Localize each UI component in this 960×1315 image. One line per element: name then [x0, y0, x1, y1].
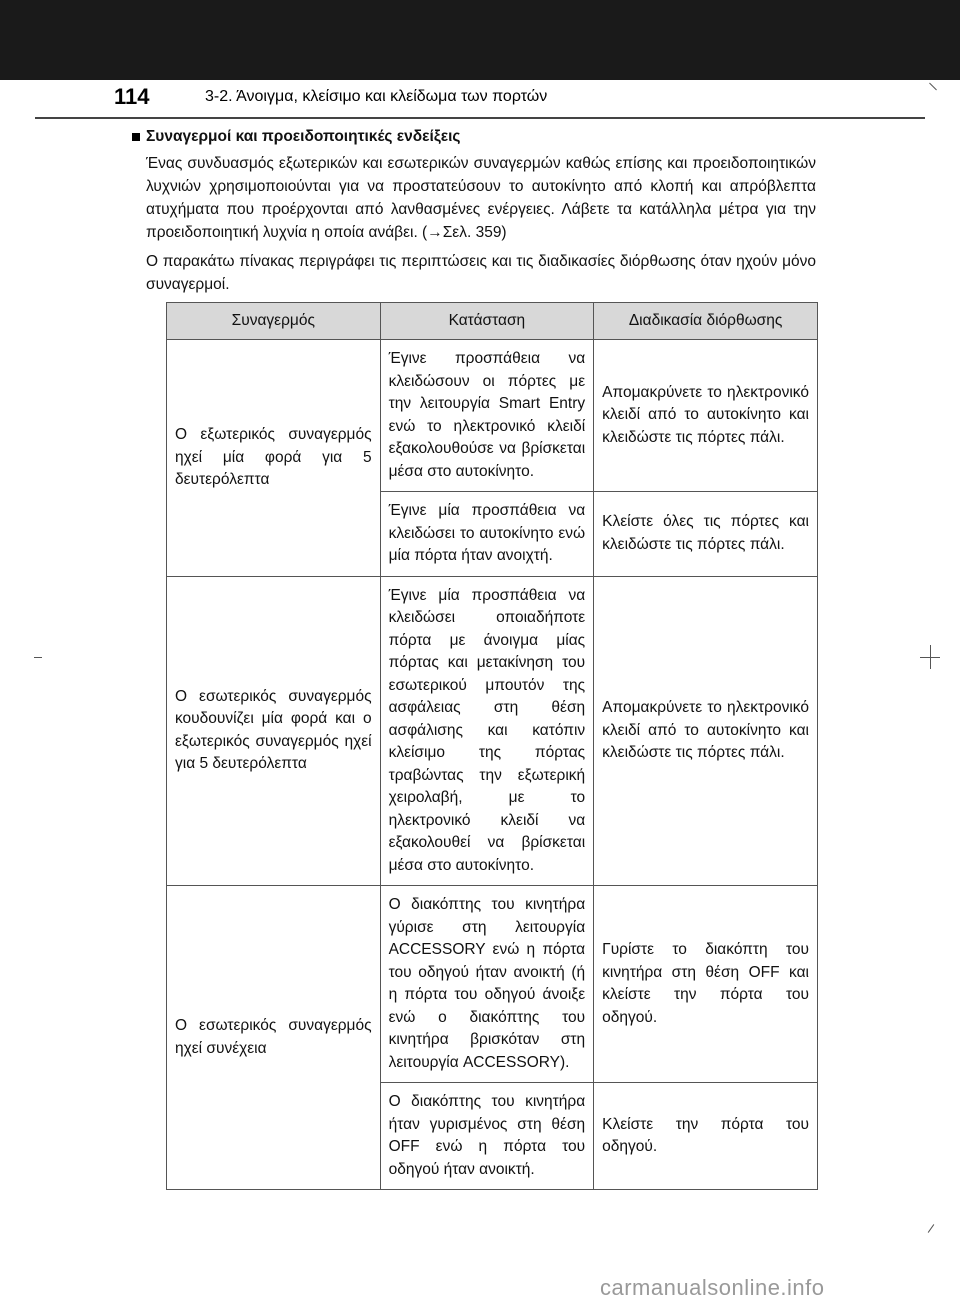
alarm-cell: Ο εξωτερικός συναγερμός ηχεί μία φορά για 5 δευτερόλεπτα [167, 340, 381, 577]
procedure-cell: Γυρίστε το διακόπτη του κινητήρα στη θέση OFF και κλείστε την πόρτα του οδηγού. [594, 886, 818, 1083]
header-procedure: Διαδικασία διόρθωσης [594, 303, 818, 340]
section-heading-text: Συναγερμοί και προειδοποιητικές ενδείξεις [146, 128, 461, 145]
header-alarm: Συναγερμός [167, 303, 381, 340]
header-situation: Κατάσταση [380, 303, 594, 340]
crop-mark-left [34, 657, 42, 658]
procedure-cell: Απομακρύνετε το ηλεκτρονικό κλειδί από το αυτοκίνητο και κλειδώστε τις πόρτες πάλι. [594, 340, 818, 492]
watermark-text: carmanualsonline.info [600, 1275, 825, 1300]
alarms-section [146, 128, 816, 302]
section-heading [132, 128, 816, 146]
square-bullet-icon [132, 133, 140, 141]
table-header-row [167, 303, 818, 340]
table-row [167, 576, 818, 886]
page-header [0, 80, 960, 120]
chapter-title: 3-2. Άνοιγμα, κλείσιμο και κλείδωμα των πορτών [205, 88, 548, 105]
table-row [167, 340, 818, 492]
header-rule [35, 117, 925, 119]
alarms-table [166, 302, 818, 1190]
top-black-band [0, 0, 960, 80]
situation-cell: Ο διακόπτης του κινητήρα γύρισε στη λειτουργία ACCESSORY ενώ η πόρτα του οδηγού ήταν ανοικτή (ή η πόρτα του οδηγού άνοιξε ενώ ο διακόπτης του κινητήρα βρισκόταν στη λειτουργία ACCESSORY). [380, 886, 594, 1083]
crop-mark-bottom-right [928, 1224, 935, 1233]
procedure-cell: Κλείστε όλες τις πόρτες και κλειδώστε τις πόρτες πάλι. [594, 492, 818, 577]
table-intro-paragraph: Ο παρακάτω πίνακας περιγράφει τις περιπτώσεις και τις διαδικασίες διόρθωσης όταν ηχούν μόνο συναγερμοί. [146, 253, 816, 293]
situation-cell: Έγινε προσπάθεια να κλειδώσουν οι πόρτες με την λειτουργία Smart Entry ενώ το ηλεκτρονικό κλειδί εξακολουθούσε να βρίσκεται μέσα στο αυτοκίνητο. [380, 340, 594, 492]
alarm-cell: Ο εσωτερικός συναγερμός κουδουνίζει μία φορά και ο εξωτερικός συναγερμός ηχεί για 5 δευτερόλεπτα [167, 576, 381, 886]
intro-paragraph: Ένας συνδυασμός εξωτερικών και εσωτερικών συναγερμών καθώς επίσης και προειδοποιητικών λυχνιών χρησιμοποιούνται για να προστατεύσουν το αυτοκίνητο από κλοπή και απρόβλεπτα ατυχήματα που προέρχονται από λανθασμένες ενέργειες. Λάβετε τα κατάλληλα μέτρα για την προειδοποιητική λυχνία η οποία ανάβει. (→Σελ. 359) [146, 155, 816, 241]
situation-cell: Έγινε μία προσπάθεια να κλειδώσει το αυτοκίνητο ενώ μία πόρτα ήταν ανοιχτή. [380, 492, 594, 577]
alarm-cell: Ο εσωτερικός συναγερμός ηχεί συνέχεια [167, 886, 381, 1190]
page-number: 114 [114, 84, 150, 109]
situation-cell: Έγινε μία προσπάθεια να κλειδώσει οποιαδήποτε πόρτα με άνοιγμα μίας πόρτας και μετακίνηση του εσωτερικού μπουτόν της ασφάλειας στη θέση ασφάλισης και κατόπιν κλείσιμο της πόρτας τραβώντας την εξωτερική χειρολαβή, με το ηλεκτρονικό κλειδί να εξακολουθεί να βρίσκεται μέσα στο αυτοκίνητο. [380, 576, 594, 886]
procedure-cell: Κλείστε την πόρτα του οδηγού. [594, 1083, 818, 1190]
procedure-cell: Απομακρύνετε το ηλεκτρονικό κλειδί από το αυτοκίνητο και κλειδώστε τις πόρτες πάλι. [594, 576, 818, 886]
crop-mark-right-v [930, 645, 931, 669]
table-row [167, 886, 818, 1083]
situation-cell: Ο διακόπτης του κινητήρα ήταν γυρισμένος στη θέση OFF ενώ η πόρτα του οδηγού ήταν ανοικτή. [380, 1083, 594, 1190]
